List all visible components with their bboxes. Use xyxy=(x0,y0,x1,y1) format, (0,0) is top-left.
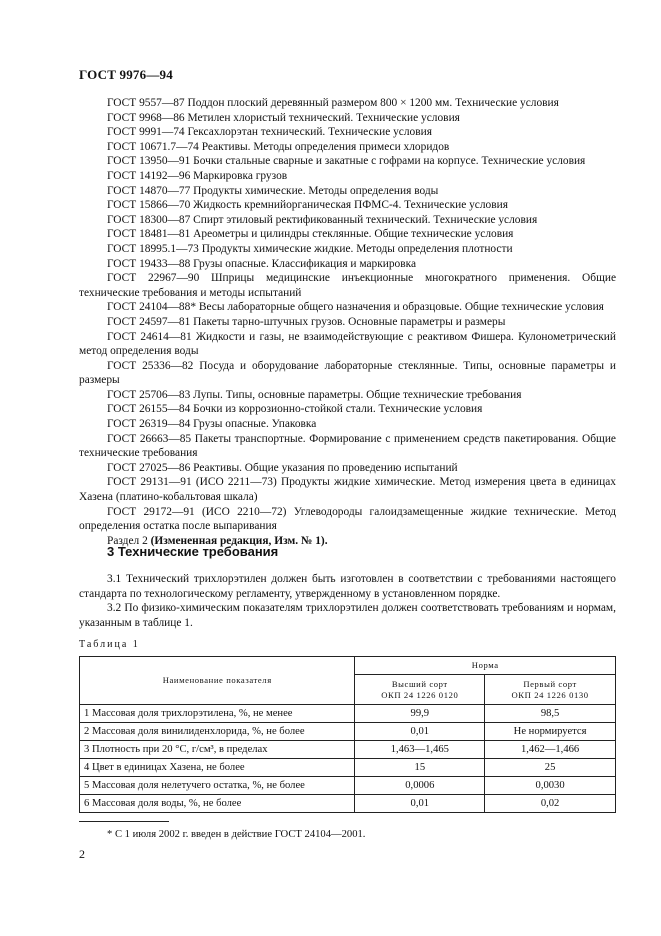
table-row xyxy=(80,759,616,777)
reference-item: ГОСТ 25706—83 Лупы. Типы, основные параметры. Общие технические требования xyxy=(107,388,522,401)
column-header-grade-1 xyxy=(355,675,485,705)
row-value-grade-1: 0,01 xyxy=(355,723,485,741)
row-value-grade-1: 15 xyxy=(355,759,485,777)
row-value-grade-1: 99,9 xyxy=(355,705,485,723)
table-row xyxy=(80,723,616,741)
column-header-norm: Норма xyxy=(355,657,616,675)
column-header-name: Наименование показателя xyxy=(80,657,355,705)
reference-item: ГОСТ 29172—91 (ИСО 2210—72) Углеводороды галоидзамещенные жидкие технические. Метод определения остатка после выпаривания xyxy=(79,505,616,533)
column-header-grade-2 xyxy=(485,675,616,705)
reference-item: ГОСТ 29131—91 (ИСО 2211—73) Продукты жидкие химические. Метод измерения цвета в единицах Хазена (платино-кобальтовая шкала) xyxy=(79,476,616,504)
paragraph-3-2: 3.2 По физико-химическим показателям трихлорэтилен должен соответствовать требованиям и нормам, указанным в таблице 1. xyxy=(79,602,616,629)
paragraph-3-1: 3.1 Технический трихлорэтилен должен быть изготовлен в соответствии с требованиями настоящего стандарта по технологическому регламенту, утвержденному в установленном порядке. xyxy=(79,573,616,600)
reference-item: ГОСТ 26663—85 Пакеты транспортные. Формирование с применением средств пакетирования. Общие технические требования xyxy=(79,432,616,460)
reference-item: ГОСТ 26155—84 Бочки из коррозионно-стойкой стали. Технические условия xyxy=(107,403,483,416)
amendment-note-prefix: Раздел 2 xyxy=(107,534,151,547)
section-title: 3 Технические требования xyxy=(107,544,279,559)
normative-references-list xyxy=(79,96,616,548)
row-value-grade-2: 0,0030 xyxy=(485,777,616,795)
table-row xyxy=(80,705,616,723)
section-body xyxy=(79,572,616,630)
row-value-grade-1: 1,463—1,465 xyxy=(355,741,485,759)
table-row xyxy=(80,777,616,795)
reference-item: ГОСТ 15866—70 Жидкость кремнийорганическая ПФМС-4. Технические условия xyxy=(107,199,508,212)
reference-item: ГОСТ 19433—88 Грузы опасные. Классификация и маркировка xyxy=(107,257,417,270)
footnote-divider xyxy=(79,821,169,822)
reference-item: ГОСТ 18995.1—73 Продукты химические жидкие. Методы определения плотности xyxy=(107,242,513,255)
reference-item: ГОСТ 24597—81 Пакеты тарно-штучных грузов. Основные параметры и размеры xyxy=(107,315,506,328)
row-value-grade-2: 25 xyxy=(485,759,616,777)
reference-item: ГОСТ 25336—82 Посуда и оборудование лабораторные стеклянные. Типы, основные параметры и размеры xyxy=(79,359,616,387)
reference-item: ГОСТ 9968—86 Метилен хлористый технический. Технические условия xyxy=(107,111,460,124)
grade-1-label: Высший сорт xyxy=(391,678,448,689)
grade-2-label: Первый сорт xyxy=(523,678,577,689)
row-value-grade-2: Не нормируется xyxy=(485,723,616,741)
requirements-table xyxy=(79,656,616,813)
reference-item: ГОСТ 13950—91 Бочки стальные сварные и закатные с гофрами на корпусе. Технические условия xyxy=(107,155,586,168)
amendment-note-bold: (Измененная редакция, Изм. № 1). xyxy=(150,534,328,547)
row-name: 3 Плотность при 20 °С, г/см³, в пределах xyxy=(80,741,355,759)
grade-1-code: ОКП 24 1226 0120 xyxy=(381,689,459,700)
footnote: * С 1 июля 2002 г. введен в действие ГОСТ 24104—2001. xyxy=(107,829,366,840)
row-name: 6 Массовая доля воды, %, не более xyxy=(80,795,355,813)
table-row xyxy=(80,795,616,813)
document-header: ГОСТ 9976—94 xyxy=(79,67,173,82)
row-name: 4 Цвет в единицах Хазена, не более xyxy=(80,759,355,777)
reference-item: ГОСТ 18481—81 Ареометры и цилиндры стеклянные. Общие технические условия xyxy=(107,228,514,241)
reference-item: ГОСТ 14870—77 Продукты химические. Методы определения воды xyxy=(107,184,439,197)
reference-item: ГОСТ 22967—90 Шприцы медицинские инъекционные многократного применения. Общие технические требования и методы испытаний xyxy=(79,272,616,299)
row-value-grade-1: 0,0006 xyxy=(355,777,485,795)
row-name: 2 Массовая доля винилиденхлорида, %, не более xyxy=(80,723,355,741)
row-name: 1 Массовая доля трихлорэтилена, %, не менее xyxy=(80,705,355,723)
reference-item: ГОСТ 18300—87 Спирт этиловый ректификованный технический. Технические условия xyxy=(107,213,538,226)
reference-item: ГОСТ 26319—84 Грузы опасные. Упаковка xyxy=(107,418,317,431)
row-value-grade-2: 98,5 xyxy=(485,705,616,723)
row-value-grade-1: 0,01 xyxy=(355,795,485,813)
table-caption: Таблица 1 xyxy=(79,639,140,650)
reference-item: ГОСТ 24104—88* Весы лабораторные общего назначения и образцовые. Общие технические условия xyxy=(107,301,604,314)
grade-2-code: ОКП 24 1226 0130 xyxy=(511,689,589,700)
page-number: 2 xyxy=(79,847,85,861)
row-value-grade-2: 1,462—1,466 xyxy=(485,741,616,759)
row-name: 5 Массовая доля нелетучего остатка, %, не более xyxy=(80,777,355,795)
reference-item: ГОСТ 9991—74 Гексахлорэтан технический. Технические условия xyxy=(107,126,432,139)
row-value-grade-2: 0,02 xyxy=(485,795,616,813)
reference-item: ГОСТ 14192—96 Маркировка грузов xyxy=(107,169,288,182)
reference-item: ГОСТ 10671.7—74 Реактивы. Методы определения примеси хлоридов xyxy=(107,140,450,153)
reference-item: ГОСТ 9557—87 Поддон плоский деревянный размером 800 × 1200 мм. Технические условия xyxy=(107,97,559,109)
reference-item: ГОСТ 24614—81 Жидкости и газы, не взаимодействующие с реактивом Фишера. Кулонометрический метод определения воды xyxy=(79,330,616,358)
reference-item: ГОСТ 27025—86 Реактивы. Общие указания по проведению испытаний xyxy=(107,461,458,474)
table-row xyxy=(80,741,616,759)
